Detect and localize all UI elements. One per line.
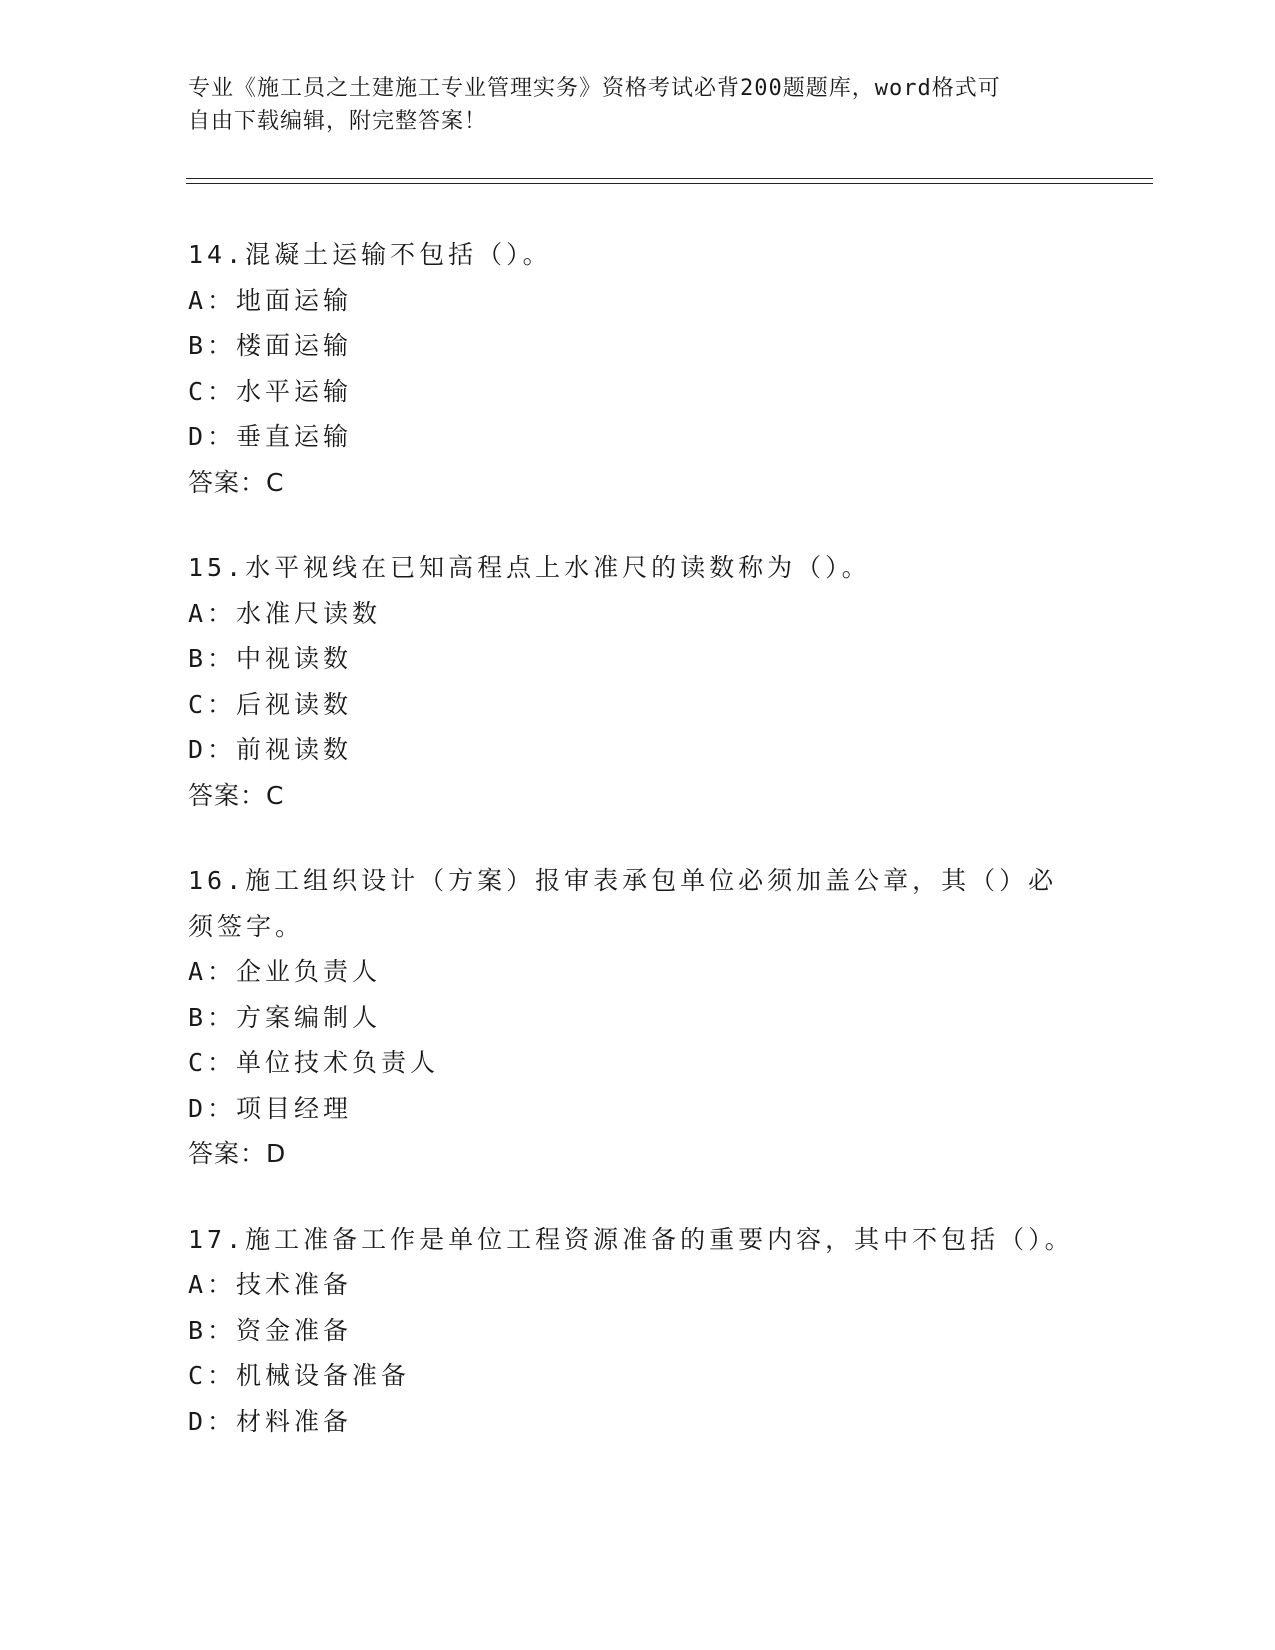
question-stem: 17.施工准备工作是单位工程资源准备的重要内容，其中不包括（）。: [188, 1224, 1074, 1254]
option-d: D：材料准备: [188, 1406, 353, 1436]
option-a: A：地面运输: [188, 285, 353, 315]
header-line-2: 自由下载编辑，附完整答案！: [188, 109, 488, 134]
question-stem: 14.混凝土运输不包括（）。: [188, 240, 552, 269]
option-b: B：资金准备: [188, 1315, 353, 1345]
option-a: A：水准尺读数: [188, 598, 382, 628]
option-d: D：垂直运输: [188, 422, 353, 451]
question-stem: 16.施工组织设计（方案）报审表承包单位必须加盖公章，其（）必须签字。: [188, 866, 1058, 941]
option-c: C：后视读数: [188, 689, 353, 719]
question-14: [188, 232, 1088, 505]
answer-label: 答案：C: [188, 780, 285, 810]
question-15: [188, 545, 1088, 818]
option-b: B：中视读数: [188, 644, 353, 673]
answer-label: 答案：D: [188, 1139, 287, 1168]
option-c: C：单位技术负责人: [188, 1048, 440, 1077]
header-divider-bottom: [186, 183, 1153, 184]
question-stem: 15.水平视线在已知高程点上水准尺的读数称为（）。: [188, 553, 871, 582]
option-d: D：项目经理: [188, 1093, 353, 1123]
document-header: [188, 72, 1068, 138]
header-line-1: 专业《施工员之土建施工专业管理实务》资格考试必背200题题库，word格式可: [188, 76, 1001, 101]
answer-label: 答案：C: [188, 467, 285, 497]
option-d: D：前视读数: [188, 735, 353, 764]
option-c: C：水平运输: [188, 376, 353, 406]
question-16: [188, 858, 1088, 1177]
header-divider-top: [186, 178, 1153, 179]
option-b: B：方案编制人: [188, 1002, 382, 1032]
question-17: [188, 1217, 1088, 1445]
option-a: A：企业负责人: [188, 957, 382, 986]
option-c: C：机械设备准备: [188, 1361, 411, 1390]
option-b: B：楼面运输: [188, 331, 353, 360]
option-a: A：技术准备: [188, 1270, 353, 1299]
question-list: [188, 232, 1088, 1484]
